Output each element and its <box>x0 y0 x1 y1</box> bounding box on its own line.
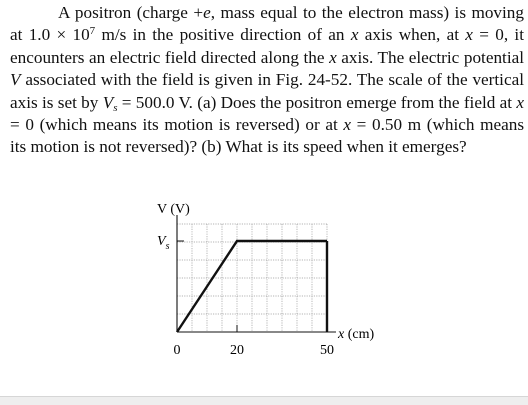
problem-text-run: x <box>343 115 352 135</box>
problem-text-run: axis. The electric potential <box>336 47 524 67</box>
y-axis-label: V (V) <box>157 202 190 217</box>
problem-text-run: , mass equal to the electron mass) is moving at 1.0 × 10 <box>10 3 524 45</box>
bottom-bar <box>0 396 528 405</box>
problem-text-run: A positron (charge + <box>58 3 204 22</box>
problem-text-run: = 0.50 m (which means its motion is not reversed)? (b) What is its speed when it emerges? <box>10 115 525 157</box>
x-tick-label: 50 <box>320 343 334 358</box>
problem-text-run: = 0, it encounters an electric field directed along the <box>10 25 524 67</box>
problem-text-run: x <box>516 92 524 112</box>
chart-labels <box>157 202 374 358</box>
problem-text-run: = 500.0 V. (a) Does the positron emerge from the field at <box>117 92 517 112</box>
problem-text-run: x <box>465 25 473 45</box>
problem-text-run: e <box>203 3 211 22</box>
x-tick-label: 20 <box>230 343 244 358</box>
problem-text-run: axis when, at <box>358 25 466 45</box>
problem-text-run: V <box>102 92 114 112</box>
problem-subscript: s <box>113 101 118 114</box>
problem-text-run: x <box>350 25 359 45</box>
problem-text-run: x <box>329 47 337 67</box>
problem-text-run: m/s in the positive direction of an <box>95 25 351 45</box>
x-axis-label <box>337 327 374 342</box>
x-axis-label-variable: x <box>338 327 345 342</box>
problem-text-run: V <box>10 70 21 90</box>
y-tick-label-vs: $V_s$ <box>157 234 170 252</box>
y-tick-label-vs-subscript: s <box>165 241 170 252</box>
x-tick-label: 0 <box>173 343 181 358</box>
problem-text-run: associated with the field is given in Fig. 24-52. The scale of the vertical axis is set by <box>10 70 524 112</box>
chart-axes <box>177 215 336 332</box>
problem-text-run: = 0 (which means its motion is reversed) or at <box>10 115 344 135</box>
x-axis-label-unit: (cm) <box>344 327 375 342</box>
problem-exponent: 7 <box>89 25 96 38</box>
